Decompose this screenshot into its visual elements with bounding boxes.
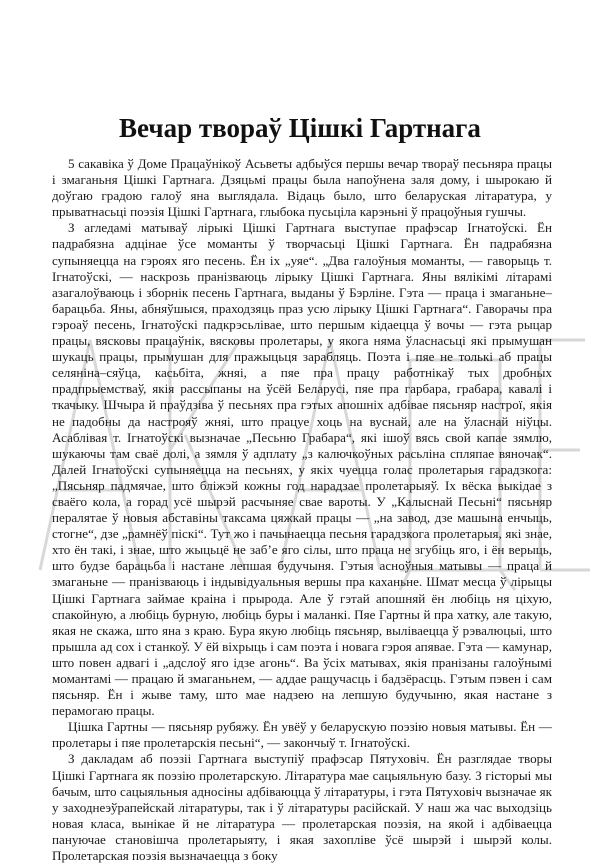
paragraph-2: З агледамі матываў лірыкі Цішкі Гартнага выступае прафэсар Ігнатоўскі. Ён падрабязна адцінае ўсе моманты ў творчасьці Цішкі Гартнага. Ён падрабязна супыняецца на гэроях яго песень. Ён іх „уяе“. „Два галоўныя моманты, — гаворыць т. Ігнатоўскі, — наскрозь пранізваюць лірыку Цішкі Гартнага. Яны вялікімі літарамі азагалоўваюць і зборнік песень Гартнага, выданы ў Бэрліне. Гэта — праца і змаганьне–барацьба. Яны, абняўшыся, праходзяць праз усю лірыку Цішкі Гартнага“. Гаворачы пра гэроаў песень, Ігнатоўскі падкрэсьлівае, што першым кідаецца ў вочы — гэта рыцар працы, вясковы працаўнік, вясковы пролетары, у якога няма ўласнасьці які прымушан шукаць працы, прымушан для пражыцьця зарабляць. Поэта і пяе не толькі аб працы селяніна–сяўца, касьбіта, жняі, а пяе пра працу работнікаў тых дробных прадпрыемстваў, якія рассыпаны на ўсёй Беларусі, пяе пра гарбара, грабара, кавалі і ткачыку. Шчыра й праўдзіва ў песьнях пра гэтых апошніх адбівае пясьняр настрої, якія не падобны да настрояў жняі, што працуе хоць на вуснай, але на ўласнай ніўцы. Асаблівая т. Ігнатоўскі вызначае „Песьню Грабара“, які ішоў вясь свой капае зямлю, шукаючы там сваё долі, а зямля ў адплату „з калючкоўных расьліна спляпае вяночак“. Далей Ігнатоўскі супыняецца на песьнях, у якіх чуецца голас пролетарыя гарадзкога: „Пясьняр падмячае, што бліжэй кожны год нарадзае пролетарыяў. Іх вёска выкідае з сваёго кола, а горад усё шырэй расчыняе свае вароты. У „Калыснай Песьні“ пясьняр пералятае ў новыя абставіны таксама цяжкай працы — „на завод, дзе машына енчыць, стогне“, дзе „рамнёў піскі“. Тут жо і пачынаецца песьня гарадзкога пролетарыя, які знае, хто ён такі, і знае, што жыцьцё не заб’е яго сілы, што праца не згубіць яго, і ён верыць, што будзе барацьба і настане лепшая будучыня. Гэтыя асноўныя матывы — праца й змаганьне — пранізваюць і індывідуальныя вершы пра каханьне. Шмат месца ў лірыцы Цішкі Гартнага займае краіна і прырода. Але ў гэтай апошняй ён любіць ня ціхую, спакойную, а любіць бурную, любіць буры і маланкі. Пяе Гартны й пра хатку, але такую, якая не скажа, што яна з краю. Бура якую любіць пясьняр, выліваецца ў рэвалюцыі, што прышла ад сох і станкоў. У ёй віхрыць і сам поэта і новага гэроя апявае. Гэта — камунар, што повен адвагі і „адслоў яго ідзе агонь“. Ва ўсіх матывах, якія пранізаны галоўнымі момантамі — працаю й змаганьнем, — аддае ращучасць і бадзёрасць. Гэтым пэвен і сам пясьняр. Ён і жыве таму, што мае надзею на лепшую будучыню, якая настане з перамогаю працы.	[52, 220, 552, 719]
article-body	[52, 156, 552, 864]
paragraph-3: Цішка Гартны — пясьняр рубяжу. Ён увёў у беларускую поэзію новыя матывы. Ён — пролетары і пяе пролетарскія песьні“, — закончыў т. Ігнатоўскі.	[52, 719, 552, 751]
paragraph-1: 5 сакавіка ў Доме Працаўнікоў Асьветы адбыўся першы вечар твораў песьняра працы і змаганьня Цішкі Гартнага. Дзяцьмі працы была напоўнена заля дому, і шырокаю й доўгаю градою галоў яна выглядала. Відаць было, што беларуская літаратура, у прыватнасьці поэзія Цішкі Гартнага, глыбока пусьціла карэньні ў працоўныя гушчы.	[52, 156, 552, 220]
paragraph-4: З дакладам аб поэзіі Гартнага выступіў прафэсар Пятуховіч. Ён разглядае творы Цішкі Гартнага як поэзію пролетарскую. Літаратура мае сацыяльную базу. З гісторыі мы бачым, што сацыяльныя адносіны адбіваюцца ў літаратуры, і гэта Пятуховіч вызначае як у заходнеэўрапейскай літаратуры, так і ў літаратуры расійскай. У наш жа час выходзіць новая класа, вынікае й не літаратура — пролетарская поэзія, на якой і адбіваецца пануючае становішча пролетарыяту, і якая захопліве ўсё шырэй і шырэй колы. Пролетарская поэзія вызначаецца з боку	[52, 751, 552, 864]
page-title: Вечар твораў Цішкі Гартнага	[119, 113, 481, 143]
